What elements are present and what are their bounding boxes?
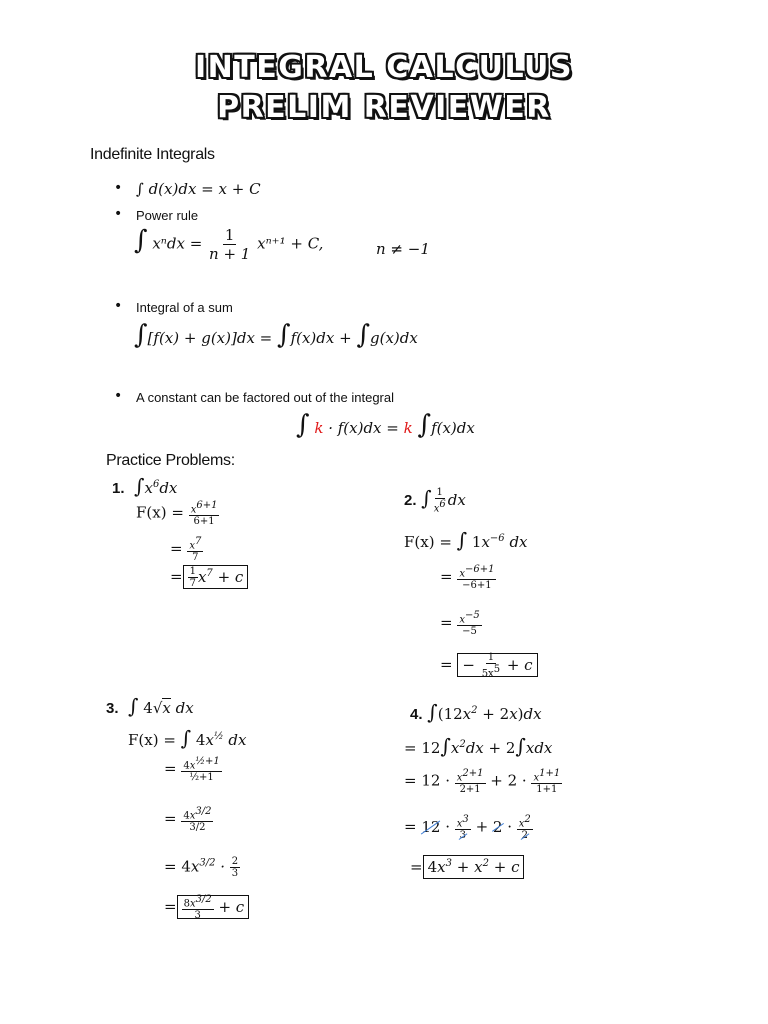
problem-1-fx-label: F(x) = — [136, 503, 184, 522]
problem-2-statement: 2. ∫ $\frac{1}{x^6}$ dx — [404, 486, 466, 515]
problem-2-number: 2. — [404, 492, 417, 509]
problem-1-number: 1. — [112, 480, 125, 497]
power-rule-den: n + 1 — [209, 245, 251, 263]
sum-rule-rhs2: g(x)dx — [370, 329, 418, 347]
bullet-dot: • — [114, 206, 123, 222]
power-rule-condition: n ≠ −1 — [376, 240, 430, 258]
problem-2-step-1: F(x) = ∫ $1x^{-6}$ dx — [404, 528, 528, 552]
problem-4-step-3: = 12 · $\frac{x^3}{3}$ + 2 · $\frac{x^2}{2}$ — [404, 814, 531, 842]
bullet-dot: • — [114, 388, 123, 404]
constant-k-out: k — [403, 419, 413, 437]
indefinite-integrals-heading: Indefinite Integrals — [90, 146, 215, 163]
problem-3-statement: 3. ∫ 4√x dx — [106, 694, 194, 718]
power-rule-lhs: xⁿdx = — [152, 234, 203, 253]
problem-4-statement: 4. $\int(12x^2 + 2x)dx$ — [410, 700, 542, 724]
problem-3-step-2: = $\frac{4x^{\frac{1}{2}+1}}{\text{½+1}}$ — [164, 756, 220, 784]
problem-1-answer: = $\frac{1}{7}$ $x^7 + c$ — [170, 566, 248, 589]
sum-rule-label: Integral of a sum — [136, 300, 233, 315]
problem-4-step-2: = 12 · $\frac{x^{2+1}}{2+1}$ + 2 · $\frac{x^{1+1}}{1+1}$ — [404, 768, 561, 796]
constant-rule-end: f(x)dx — [431, 419, 475, 437]
power-rule-fraction — [207, 226, 252, 263]
constant-k: k — [314, 419, 324, 437]
constant-rule-mid: · f(x)dx = — [328, 419, 399, 437]
problem-4-answer: = $4x^3 + x^2 + c$ — [410, 858, 524, 876]
problem-4-number: 4. — [410, 706, 423, 723]
title-line-2: PRELIM REVIEWER — [217, 90, 551, 125]
constant-rule-label: A constant can be factored out of the integral — [136, 390, 395, 405]
problem-2-step-3: = $\frac{x^{-5}}{-5}$ — [440, 610, 480, 638]
problem-2-answer: = − $\frac{1}{5x^5}$ + c — [440, 652, 538, 679]
problem-4-step-1: = $12\int x^2dx + 2\int xdx$ — [404, 734, 553, 758]
problem-2-step-2: = $\frac{x^{-6+1}}{-6+1}$ — [440, 564, 495, 592]
problem-3-fx-label: F(x) = — [128, 731, 176, 749]
bullet-dot: • — [114, 180, 123, 196]
problem-3-step-1: F(x) = ∫ $4x^{\frac{1}{2}}$ dx — [128, 726, 247, 750]
problem-3-answer: = $\frac{8x^{3/2}}{3}$ + c — [164, 894, 249, 921]
title-line-1: INTEGRAL CALCULUS — [195, 50, 573, 85]
sum-rule-rhs1: f(x)dx + — [290, 329, 352, 347]
problem-3-step-3: = $\frac{4x^{3/2}}{3/2}$ — [164, 806, 212, 834]
problem-1-step-1: F(x) = $\frac{x^{6+1}}{6+1}$ — [136, 500, 218, 528]
bullet-dot: • — [114, 298, 123, 314]
constant-rule-formula: ∫ k · f(x)dx = k ∫f(x)dx — [296, 410, 475, 440]
power-rule-rhs: xⁿ⁺¹ + C, — [257, 234, 324, 253]
problem-1-step-2: = $\frac{x^7}{7}$ — [170, 536, 202, 564]
problem-2-fx-label: F(x) = — [404, 533, 452, 551]
power-rule-formula: ∫ xⁿdx = $\frac{1}{n + 1}$ xⁿ⁺¹ + C, — [134, 225, 324, 263]
practice-problems-heading: Practice Problems: — [106, 452, 235, 469]
problem-1-statement: 1. $\int x^6dx$ — [112, 474, 178, 498]
problem-3-number: 3. — [106, 700, 119, 717]
power-rule-num: 1 — [224, 226, 235, 244]
sum-rule-lhs: [f(x) + g(x)]dx = — [147, 329, 273, 347]
sum-rule-formula: ∫[f(x) + g(x)]dx = ∫f(x)dx + ∫g(x)dx — [134, 320, 418, 350]
power-rule-label: Power rule — [136, 208, 199, 223]
problem-3-step-4: = $4x^{3/2}$ · $\frac{2}{3}$ — [164, 856, 239, 879]
bullet1-formula: ∫ d(x)dx = x + C — [136, 180, 261, 198]
